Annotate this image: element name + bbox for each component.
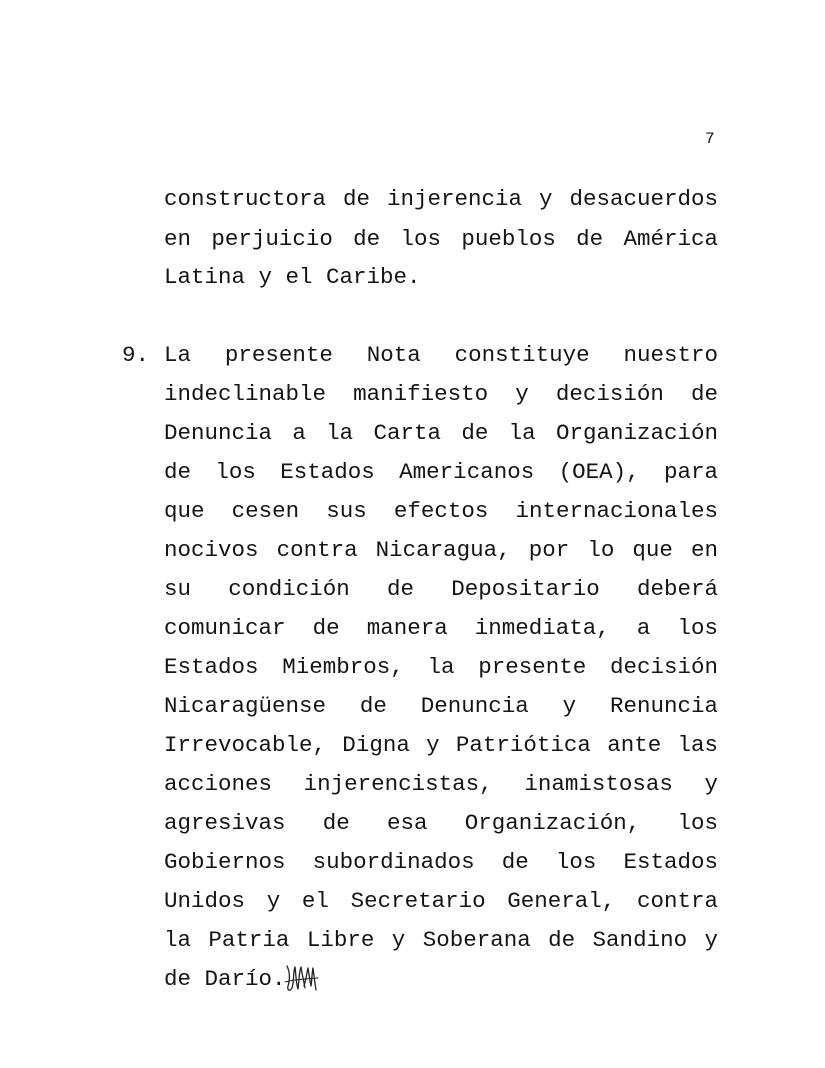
text-line: comunicar de manera inmediata, a los <box>164 615 718 641</box>
text-line: nocivos contra Nicaragua, por lo que en <box>164 537 718 563</box>
text-line: que cesen sus efectos internacionales <box>164 498 718 524</box>
text-line: de Darío. <box>164 966 286 992</box>
text-line: su condición de Depositario deberá <box>164 576 718 602</box>
text-line: Nicaragüense de Denuncia y Renuncia <box>164 693 718 719</box>
text-line: Estados Miembros, la presente decisión <box>164 654 718 680</box>
text-line: de los Estados Americanos (OEA), para <box>164 459 718 485</box>
text-line: agresivas de esa Organización, los <box>164 810 718 836</box>
text-line: Latina y el Caribe. <box>164 264 421 290</box>
text-line: La presente Nota constituye nuestro <box>164 342 718 368</box>
text-line: la Patria Libre y Soberana de Sandino y <box>164 927 718 953</box>
text-line: indeclinable manifiesto y decisión de <box>164 381 718 407</box>
text-line: acciones injerencistas, inamistosas y <box>164 771 718 797</box>
text-line: constructora de injerencia y desacuerdos <box>164 186 718 212</box>
signature-icon <box>284 962 320 996</box>
text-line: en perjuicio de los pueblos de América <box>164 226 718 252</box>
text-line: Denuncia a la Carta de la Organización <box>164 420 718 446</box>
text-line: Unidos y el Secretario General, contra <box>164 888 718 914</box>
text-line: Gobiernos subordinados de los Estados <box>164 849 718 875</box>
item-number: 9. <box>122 342 150 368</box>
handwritten-initials-signature <box>284 962 320 996</box>
text-line: Irrevocable, Digna y Patriótica ante las <box>164 732 718 758</box>
page-number: 7 <box>705 130 715 148</box>
